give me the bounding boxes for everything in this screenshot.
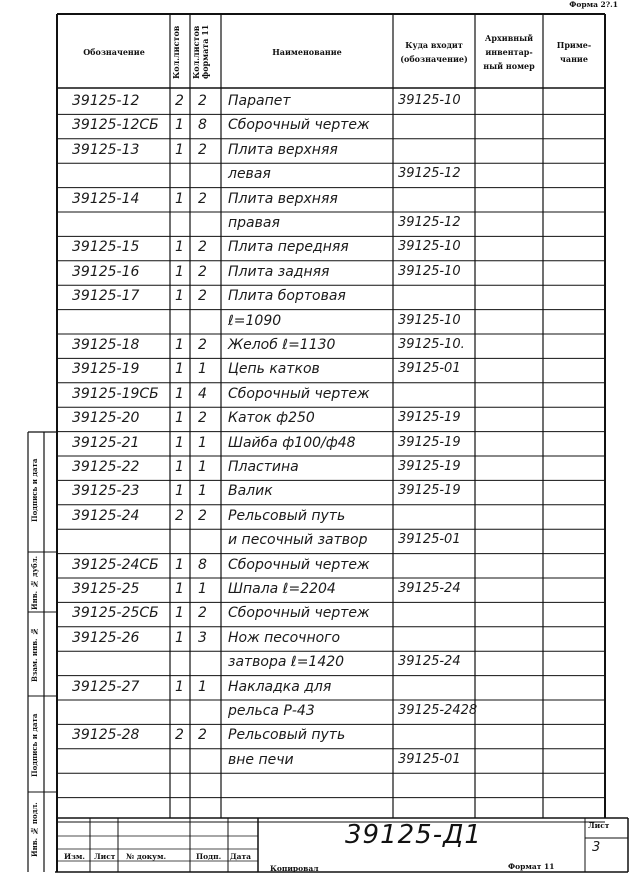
- row-sheet-format: 1: [198, 434, 207, 451]
- row-designation: 39125-12: [72, 93, 140, 109]
- row-name: Парапет: [228, 93, 291, 109]
- row-name: вне печи: [228, 751, 294, 768]
- form-label: Форма 2?.1: [569, 0, 618, 9]
- row-sheet-format: 2: [198, 507, 207, 524]
- row-designation: 39125-21: [72, 434, 140, 451]
- row-designation: 39125-25СБ: [72, 605, 159, 622]
- row-where-used: 39125-12: [398, 166, 461, 182]
- row-name: Каток ф250: [228, 410, 315, 427]
- row-sheet-count: 1: [175, 678, 184, 695]
- row-sheet-count: 2: [175, 93, 184, 109]
- row-sheet-count: 1: [175, 117, 184, 134]
- title-col-sheet: Лист: [94, 852, 116, 861]
- row-designation: 39125-24СБ: [72, 556, 159, 573]
- side-label-replace-inv: Взам. инв. №: [30, 627, 39, 683]
- row-name: Сборочный чертеж: [228, 605, 370, 622]
- header-sheets-count: Кол.листов: [171, 25, 181, 79]
- row-name: Шайба ф100/ф48: [228, 434, 356, 451]
- row-sheet-count: 1: [175, 605, 184, 622]
- row-designation: 39125-24: [72, 507, 140, 524]
- row-name: Пластина: [228, 459, 299, 475]
- row-designation: 39125-26: [72, 629, 140, 646]
- row-sheet-count: 1: [175, 556, 184, 573]
- row-name: Плита верхняя: [228, 190, 338, 207]
- row-where-used: 39125-10: [398, 93, 461, 108]
- row-designation: 39125-28: [72, 727, 140, 744]
- title-col-date: Дата: [230, 852, 252, 861]
- row-sheet-format: 4: [198, 385, 207, 402]
- row-designation: 39125-16: [72, 263, 140, 280]
- row-sheet-count: 1: [175, 385, 184, 402]
- row-sheet-format: 2: [198, 141, 207, 158]
- row-where-used: 39125-19: [398, 459, 461, 474]
- row-designation: 39125-25: [72, 581, 140, 597]
- header-designation: Обозначение: [83, 47, 145, 57]
- row-where-used: 39125-19: [398, 434, 461, 450]
- row-name: Плита передняя: [228, 239, 349, 256]
- row-name: Накладка для: [228, 678, 332, 695]
- row-sheet-format: 8: [198, 556, 207, 573]
- row-name: Плита верхняя: [228, 141, 338, 158]
- row-designation: 39125-22: [72, 459, 140, 475]
- row-sheet-format: 8: [198, 117, 207, 134]
- row-sheet-format: 2: [198, 727, 207, 744]
- row-designation: 39125-23: [72, 483, 140, 500]
- row-designation: 39125-15: [72, 239, 140, 256]
- header-archive: Архивный инвентар-ный номер: [483, 33, 535, 71]
- row-sheet-format: 2: [198, 288, 207, 305]
- row-sheet-format: 2: [198, 93, 207, 109]
- row-name: и песочный затвор: [228, 532, 368, 549]
- row-name: правая: [228, 215, 280, 231]
- row-sheet-count: 1: [175, 629, 184, 646]
- row-name: Сборочный чертеж: [228, 385, 370, 402]
- row-sheet-format: 2: [198, 239, 207, 256]
- row-where-used: 39125-12: [398, 215, 461, 230]
- row-where-used: 39125-10: [398, 263, 461, 279]
- row-designation: 39125-19СБ: [72, 385, 159, 402]
- row-sheet-count: 1: [175, 337, 184, 353]
- row-where-used: 39125-10.: [398, 337, 465, 352]
- row-sheet-count: 2: [175, 507, 184, 524]
- row-designation: 39125-17: [72, 288, 140, 305]
- row-sheet-count: 1: [175, 361, 184, 378]
- side-label-dup-inv: Инв. № дубл.: [30, 555, 39, 610]
- sheet-number: 3: [592, 840, 601, 855]
- row-where-used: 39125-01: [398, 361, 461, 377]
- row-sheet-format: 2: [198, 605, 207, 622]
- row-designation: 39125-27: [72, 678, 140, 695]
- row-sheet-format: 2: [198, 410, 207, 427]
- row-sheet-count: 1: [175, 581, 184, 597]
- row-where-used: 39125-01: [398, 751, 461, 767]
- row-name: Плита задняя: [228, 263, 330, 280]
- row-where-used: 39125-24: [398, 581, 461, 596]
- row-name: Цепь катков: [228, 361, 320, 378]
- row-sheet-format: 2: [198, 190, 207, 207]
- side-label-signature-date-2: Подпись и дата: [30, 713, 39, 777]
- row-sheet-count: 1: [175, 434, 184, 451]
- side-label-signature-date-1: Подпись и дата: [30, 458, 39, 522]
- header-notes: Приме-чание: [556, 40, 592, 64]
- row-name: Желоб ℓ=1130: [228, 337, 336, 353]
- row-where-used: 39125-10: [398, 239, 461, 255]
- row-sheet-format: 1: [198, 581, 207, 597]
- row-name: затвора ℓ=1420: [228, 654, 345, 671]
- row-name: Валик: [228, 483, 273, 500]
- row-sheet-format: 1: [198, 483, 207, 500]
- row-sheet-count: 1: [175, 288, 184, 305]
- row-where-used: 39125-24: [398, 654, 461, 670]
- row-where-used: 39125-01: [398, 532, 461, 548]
- row-sheet-count: 1: [175, 141, 184, 158]
- row-sheet-format: 1: [198, 459, 207, 475]
- row-sheet-count: 1: [175, 459, 184, 475]
- row-name: Рельсовый путь: [228, 507, 346, 524]
- title-col-change: Изм.: [64, 852, 85, 861]
- row-name: Сборочный чертеж: [228, 117, 370, 134]
- row-name: Сборочный чертеж: [228, 556, 370, 573]
- row-designation: 39125-14: [72, 190, 140, 207]
- row-sheet-count: 1: [175, 263, 184, 280]
- row-designation: 39125-12СБ: [72, 117, 159, 134]
- row-sheet-format: 3: [198, 629, 207, 646]
- row-sheet-count: 2: [175, 727, 184, 744]
- row-name: рельса Р-43: [228, 703, 315, 719]
- row-where-used: 39125-2428: [398, 703, 478, 718]
- row-sheet-count: 1: [175, 410, 184, 427]
- row-designation: 39125-20: [72, 410, 140, 427]
- row-sheet-format: 1: [198, 678, 207, 695]
- side-label-original-inv: Инв. № подл.: [30, 802, 39, 858]
- row-designation: 39125-18: [72, 337, 140, 353]
- doc-code: 39125-Д1: [345, 820, 482, 850]
- header-where-used: Куда входит (обозначение): [400, 40, 468, 64]
- title-col-doc-no: № докум.: [126, 852, 167, 861]
- row-where-used: 39125-10: [398, 312, 461, 328]
- row-sheet-format: 1: [198, 361, 207, 378]
- row-name: Рельсовый путь: [228, 727, 346, 744]
- row-name: Плита бортовая: [228, 288, 346, 305]
- row-name: ℓ=1090: [228, 312, 282, 329]
- row-name: Шпала ℓ=2204: [228, 581, 336, 597]
- row-designation: 39125-19: [72, 361, 140, 378]
- row-sheet-format: 2: [198, 337, 207, 353]
- footer-copied: Копировал: [270, 864, 319, 873]
- row-name: Нож песочного: [228, 629, 341, 646]
- row-where-used: 39125-19: [398, 483, 461, 499]
- header-sheets-format: Кол.листов формата 11: [191, 24, 210, 80]
- row-name: левая: [228, 166, 271, 183]
- header-name: Наименование: [272, 47, 342, 57]
- row-sheet-format: 2: [198, 263, 207, 280]
- title-col-sign: Подп.: [196, 852, 222, 861]
- row-sheet-count: 1: [175, 239, 184, 256]
- row-designation: 39125-13: [72, 141, 140, 158]
- footer-format: Формат 11: [508, 862, 555, 871]
- row-sheet-count: 1: [175, 190, 184, 207]
- row-sheet-count: 1: [175, 483, 184, 500]
- row-where-used: 39125-19: [398, 410, 461, 426]
- sheet-label: Лист: [588, 821, 610, 830]
